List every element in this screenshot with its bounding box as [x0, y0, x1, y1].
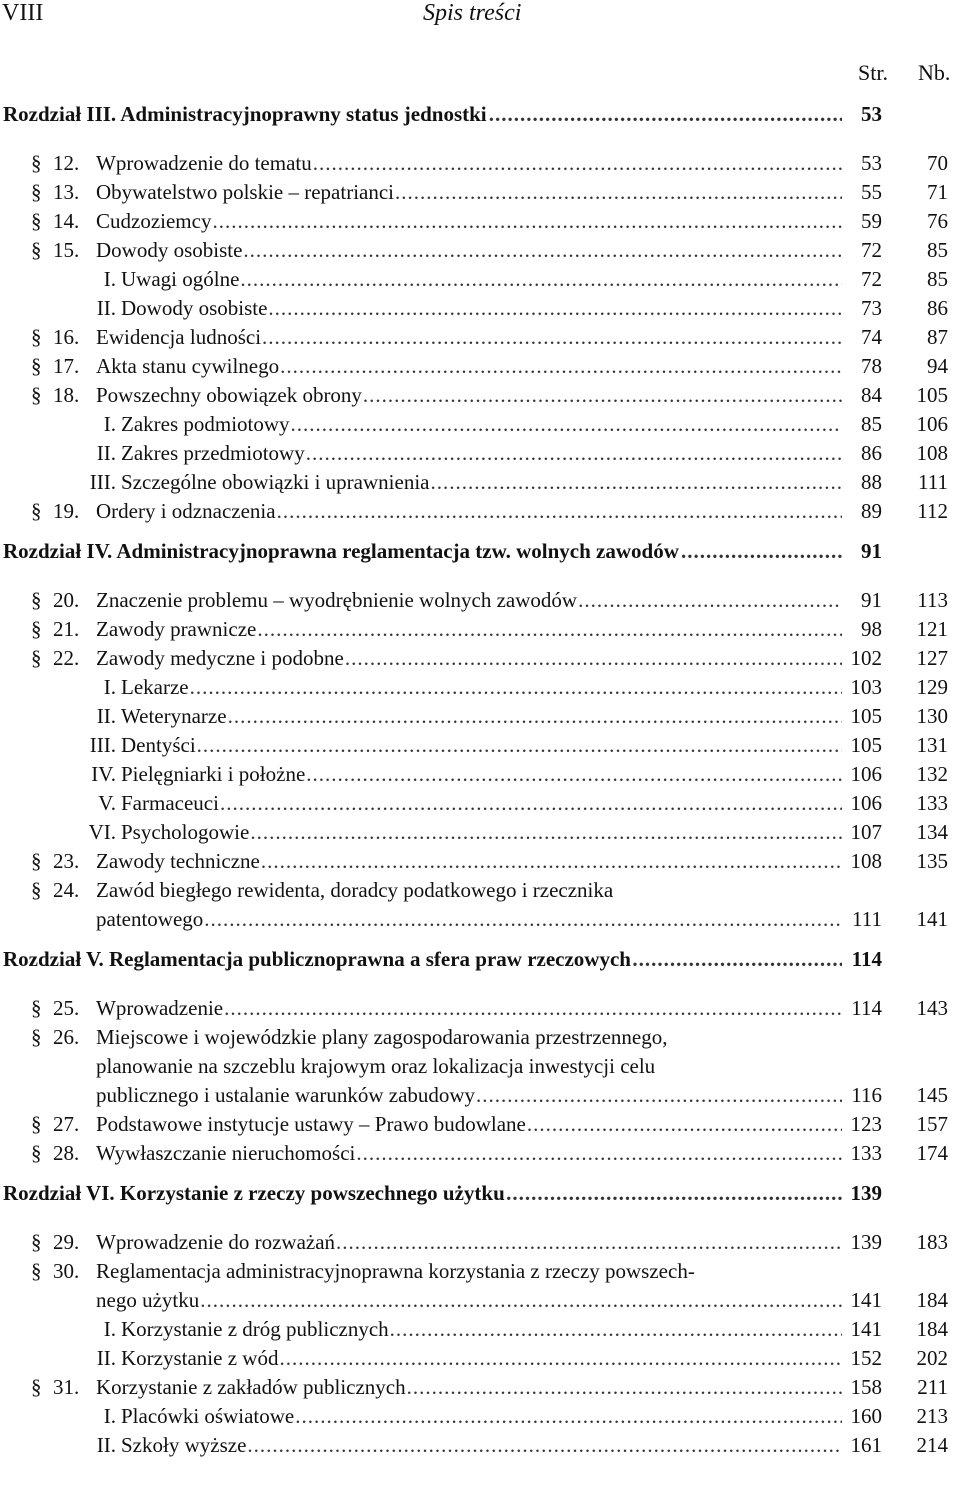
toc-entry [0, 439, 960, 468]
page-number-ref: 108 [850, 849, 882, 873]
dot-leader [262, 323, 842, 352]
entry-number: I. [103, 675, 116, 699]
entry-number: I. [103, 412, 116, 436]
margin-number-ref: 145 [916, 1083, 948, 1107]
page-number-ref: 89 [861, 499, 882, 523]
entry-title: Psychologowie [121, 820, 250, 844]
entry-number: III. [89, 733, 116, 757]
page-number-ref: 98 [861, 617, 882, 641]
section-symbol: § [31, 180, 42, 204]
page-number-ref: 53 [861, 151, 882, 175]
page-number-ref: 102 [850, 646, 882, 670]
page-number-ref: 73 [861, 296, 882, 320]
toc-entry [0, 702, 960, 731]
page-number-ref: 88 [861, 470, 882, 494]
dot-leader [204, 905, 842, 934]
margin-number-ref: 71 [927, 180, 948, 204]
page-number-ref: 158 [850, 1375, 882, 1399]
dot-leader [247, 1431, 842, 1460]
table-of-contents [0, 100, 960, 1460]
entry-title: publicznego i ustalanie warunków zabudowy [96, 1083, 476, 1107]
margin-number-ref: 141 [916, 907, 948, 931]
entry-title: Korzystanie z zakładów publicznych [96, 1375, 406, 1399]
entry-number: 25. [53, 996, 80, 1020]
page-number-ref: 161 [850, 1433, 882, 1457]
dot-leader [261, 847, 842, 876]
margin-number-ref: 94 [927, 354, 948, 378]
margin-number-ref: 87 [927, 325, 948, 349]
margin-number-ref: 113 [917, 588, 948, 612]
dot-leader [578, 586, 842, 615]
entry-title: Zawód biegłego rewidenta, doradcy podatkowego i rzecznika [96, 878, 614, 902]
entry-title: Akta stanu cywilnego [96, 354, 280, 378]
entry-number: II. [96, 1433, 116, 1457]
entry-title: Szczególne obowiązki i uprawnienia [121, 470, 430, 494]
margin-number-ref: 108 [916, 441, 948, 465]
entry-title: Zawody medyczne i podobne [96, 646, 344, 670]
toc-entry [0, 207, 960, 236]
margin-number-ref: 143 [916, 996, 948, 1020]
margin-number-ref: 183 [916, 1230, 948, 1254]
entry-title: Rozdział VI. Korzystanie z rzeczy powszechnego użytku [3, 1181, 505, 1205]
page-number-ref: 116 [851, 1083, 882, 1107]
page-number-ref: 139 [850, 1181, 882, 1205]
entry-number: 26. [53, 1025, 80, 1049]
toc-entry [0, 994, 960, 1023]
spacer [0, 934, 960, 945]
entry-title: Uwagi ogólne [121, 267, 240, 291]
entry-title: Rozdział III. Administracyjnoprawny status jednostki [3, 102, 487, 126]
dot-leader [220, 789, 842, 818]
toc-entry [0, 731, 960, 760]
toc-entry [0, 818, 960, 847]
entry-title: Weterynarze [121, 704, 227, 728]
page-number-ref: 105 [850, 704, 882, 728]
section-symbol: § [31, 1141, 42, 1165]
entry-title: Cudzoziemcy [96, 209, 212, 233]
page-number-ref: 53 [861, 102, 882, 126]
toc-entry [0, 1023, 960, 1052]
section-symbol: § [31, 1112, 42, 1136]
entry-title: Rozdział V. Reglamentacja publicznoprawna a sfera praw rzeczowych [3, 947, 631, 971]
page-number-ref: 91 [861, 539, 882, 563]
dot-leader [313, 149, 842, 178]
margin-number-ref: 214 [916, 1433, 948, 1457]
margin-number-ref: 111 [918, 470, 948, 494]
entry-number: II. [96, 1346, 116, 1370]
entry-title: planowanie na szczeblu krajowym oraz lokalizacja inwestycji celu [96, 1054, 656, 1078]
page-number-ref: 84 [861, 383, 882, 407]
toc-entry [0, 1257, 960, 1286]
dot-leader [476, 1081, 842, 1110]
entry-title: Korzystanie z dróg publicznych [121, 1317, 389, 1341]
margin-number-ref: 131 [916, 733, 948, 757]
page-number-ref: 72 [861, 238, 882, 262]
toc-entry [0, 149, 960, 178]
entry-number: VI. [88, 820, 116, 844]
margin-number-ref: 132 [916, 762, 948, 786]
section-symbol: § [31, 1230, 42, 1254]
toc-entry [0, 847, 960, 876]
toc-entry [0, 760, 960, 789]
toc-entry [0, 352, 960, 381]
toc-entry [0, 905, 960, 934]
page-number-ref: 55 [861, 180, 882, 204]
margin-number-ref: 127 [916, 646, 948, 670]
margin-number-ref: 135 [916, 849, 948, 873]
toc-entry [0, 537, 960, 575]
entry-title: Zakres przedmiotowy [121, 441, 305, 465]
entry-number: 15. [53, 238, 80, 262]
toc-entry [0, 381, 960, 410]
entry-title: Zawody prawnicze [96, 617, 257, 641]
entry-number: 31. [53, 1375, 80, 1399]
entry-title: Dentyści [121, 733, 196, 757]
page-number: VIII [2, 0, 44, 26]
page-number-ref: 78 [861, 354, 882, 378]
margin-number-ref: 85 [927, 267, 948, 291]
spacer [0, 983, 960, 994]
dot-leader [268, 294, 842, 323]
margin-number-ref: 121 [916, 617, 948, 641]
toc-entry [0, 497, 960, 526]
dot-leader [363, 381, 842, 410]
toc-entry [0, 294, 960, 323]
page-number-ref: 123 [850, 1112, 882, 1136]
page-number-ref: 114 [851, 996, 882, 1020]
toc-entry [0, 100, 960, 138]
margin-number-ref: 70 [927, 151, 948, 175]
entry-number: 24. [53, 878, 80, 902]
section-symbol: § [31, 1025, 42, 1049]
entry-title: Reglamentacja administracyjnoprawna korzystania z rzeczy powszech- [96, 1259, 695, 1283]
margin-number-ref: 211 [917, 1375, 948, 1399]
entry-title: nego użytku [96, 1288, 200, 1312]
spacer [0, 138, 960, 149]
page-number-ref: 111 [852, 907, 882, 931]
entry-number: V. [98, 791, 116, 815]
entry-number: 30. [53, 1259, 80, 1283]
entry-title: Podstawowe instytucje ustawy – Prawo budowlane [96, 1112, 526, 1136]
section-symbol: § [31, 1259, 42, 1283]
toc-entry [0, 1286, 960, 1315]
entry-title: Obywatelstwo polskie – repatrianci [96, 180, 394, 204]
toc-entry [0, 1402, 960, 1431]
toc-entry [0, 1110, 960, 1139]
entry-number: 12. [53, 151, 80, 175]
page-number-ref: 160 [850, 1404, 882, 1428]
entry-title: Szkoły wyższe [121, 1433, 247, 1457]
dot-leader [306, 760, 842, 789]
page-number-ref: 72 [861, 267, 882, 291]
margin-number-ref: 130 [916, 704, 948, 728]
margin-number-ref: 134 [916, 820, 948, 844]
toc-entry [0, 1315, 960, 1344]
entry-title: Powszechny obowiązek obrony [96, 383, 362, 407]
toc-entry [0, 1179, 960, 1217]
section-symbol: § [31, 1375, 42, 1399]
dot-leader [306, 439, 842, 468]
spacer [0, 1217, 960, 1228]
entry-title: Pielęgniarki i położne [121, 762, 306, 786]
margin-number-ref: 106 [916, 412, 948, 436]
entry-number: 14. [53, 209, 80, 233]
margin-number-ref: 174 [916, 1141, 948, 1165]
entry-number: 18. [53, 383, 80, 407]
entry-title: Rozdział IV. Administracyjnoprawna reglamentacja tzw. wolnych zawodów [3, 539, 679, 563]
margin-number-ref: 133 [916, 791, 948, 815]
margin-number-ref: 85 [927, 238, 948, 262]
section-symbol: § [31, 878, 42, 902]
dot-leader [632, 945, 842, 974]
page-number-ref: 107 [850, 820, 882, 844]
page-title: Spis treści [423, 0, 522, 26]
spacer [0, 1168, 960, 1179]
entry-number: II. [96, 704, 116, 728]
dot-leader [430, 468, 842, 497]
entry-number: 29. [53, 1230, 80, 1254]
section-symbol: § [31, 209, 42, 233]
page-number-ref: 91 [861, 588, 882, 612]
dot-leader [243, 236, 842, 265]
entry-number: III. [89, 470, 116, 494]
dot-leader [356, 1139, 842, 1168]
page-number-ref: 152 [850, 1346, 882, 1370]
page-number-ref: 59 [861, 209, 882, 233]
dot-leader [336, 1228, 842, 1257]
section-symbol: § [31, 499, 42, 523]
dot-leader [407, 1373, 842, 1402]
entry-title: Ordery i odznaczenia [96, 499, 276, 523]
toc-entry [0, 1344, 960, 1373]
spacer [0, 526, 960, 537]
dot-leader [390, 1315, 842, 1344]
toc-entry [0, 615, 960, 644]
section-symbol: § [31, 325, 42, 349]
toc-entry [0, 1052, 960, 1081]
entry-number: 22. [53, 646, 80, 670]
page-number-ref: 86 [861, 441, 882, 465]
toc-entry [0, 1228, 960, 1257]
toc-entry [0, 644, 960, 673]
entry-title: Lekarze [121, 675, 189, 699]
margin-number-ref: 112 [917, 499, 948, 523]
entry-number: I. [103, 1317, 116, 1341]
page-number-ref: 133 [850, 1141, 882, 1165]
toc-entry [0, 673, 960, 702]
dot-leader [345, 644, 842, 673]
margin-number-ref: 86 [927, 296, 948, 320]
entry-number: 19. [53, 499, 80, 523]
entry-number: II. [96, 441, 116, 465]
margin-number-ref: 184 [916, 1317, 948, 1341]
toc-entry [0, 1431, 960, 1460]
margin-number-ref: 76 [927, 209, 948, 233]
entry-number: 28. [53, 1141, 80, 1165]
entry-title: Korzystanie z wód [121, 1346, 279, 1370]
dot-leader [681, 537, 842, 566]
dot-leader [190, 673, 842, 702]
section-symbol: § [31, 849, 42, 873]
margin-number-ref: 129 [916, 675, 948, 699]
entry-number: 23. [53, 849, 80, 873]
page-number-ref: 74 [861, 325, 882, 349]
margin-number-ref: 157 [916, 1112, 948, 1136]
dot-leader [224, 994, 842, 1023]
margin-number-ref: 105 [916, 383, 948, 407]
margin-number-ref: 184 [916, 1288, 948, 1312]
entry-title: patentowego [96, 907, 204, 931]
toc-entry [0, 178, 960, 207]
dot-leader [527, 1110, 842, 1139]
dot-leader [250, 818, 842, 847]
entry-title: Miejscowe i wojewódzkie plany zagospodarowania przestrzennego, [96, 1025, 668, 1049]
toc-entry [0, 265, 960, 294]
page-number-ref: 106 [850, 791, 882, 815]
toc-entry [0, 323, 960, 352]
entry-number: 27. [53, 1112, 80, 1136]
page-number-ref: 85 [861, 412, 882, 436]
entry-title: Wywłaszczanie nieruchomości [96, 1141, 356, 1165]
page-number-ref: 105 [850, 733, 882, 757]
spacer [0, 575, 960, 586]
dot-leader [257, 615, 842, 644]
section-symbol: § [31, 354, 42, 378]
dot-leader [197, 731, 842, 760]
dot-leader [228, 702, 842, 731]
section-symbol: § [31, 588, 42, 612]
dot-leader [240, 265, 842, 294]
section-symbol: § [31, 646, 42, 670]
entry-title: Zakres podmiotowy [121, 412, 290, 436]
section-symbol: § [31, 383, 42, 407]
margin-number-ref: 213 [916, 1404, 948, 1428]
page-number-ref: 103 [850, 675, 882, 699]
page-number-ref: 139 [850, 1230, 882, 1254]
entry-number: 13. [53, 180, 80, 204]
dot-leader [280, 352, 842, 381]
entry-title: Zawody techniczne [96, 849, 260, 873]
dot-leader [295, 1402, 842, 1431]
dot-leader [506, 1179, 842, 1208]
dot-leader [212, 207, 842, 236]
entry-number: 20. [53, 588, 80, 612]
column-header-nb: Nb. [918, 60, 951, 85]
section-symbol: § [31, 238, 42, 262]
entry-title: Znaczenie problemu – wyodrębnienie wolnych zawodów [96, 588, 578, 612]
toc-entry [0, 1139, 960, 1168]
dot-leader [395, 178, 842, 207]
entry-number: II. [96, 296, 116, 320]
entry-number: 21. [53, 617, 80, 641]
page-number-ref: 141 [850, 1288, 882, 1312]
toc-entry [0, 1373, 960, 1402]
entry-title: Wprowadzenie do tematu [96, 151, 312, 175]
section-symbol: § [31, 617, 42, 641]
entry-title: Wprowadzenie do rozważań [96, 1230, 336, 1254]
toc-entry [0, 468, 960, 497]
dot-leader [279, 1344, 842, 1373]
entry-title: Ewidencja ludności [96, 325, 262, 349]
entry-title: Farmaceuci [121, 791, 219, 815]
toc-entry [0, 586, 960, 615]
toc-entry [0, 1081, 960, 1110]
page-number-ref: 141 [850, 1317, 882, 1341]
entry-number: IV. [91, 762, 116, 786]
entry-number: 16. [53, 325, 80, 349]
dot-leader [291, 410, 842, 439]
entry-number: I. [103, 267, 116, 291]
dot-leader [200, 1286, 842, 1315]
entry-number: 17. [53, 354, 80, 378]
toc-entry [0, 876, 960, 905]
column-header-str: Str. [858, 60, 888, 85]
margin-number-ref: 202 [916, 1346, 948, 1370]
entry-title: Wprowadzenie [96, 996, 224, 1020]
entry-title: Placówki oświatowe [121, 1404, 295, 1428]
dot-leader [489, 100, 842, 129]
entry-title: Dowody osobiste [96, 238, 243, 262]
entry-title: Dowody osobiste [121, 296, 268, 320]
page-number-ref: 114 [851, 947, 882, 971]
toc-entry [0, 945, 960, 983]
toc-entry [0, 410, 960, 439]
toc-entry [0, 789, 960, 818]
page-number-ref: 106 [850, 762, 882, 786]
section-symbol: § [31, 996, 42, 1020]
entry-number: I. [103, 1404, 116, 1428]
dot-leader [277, 497, 842, 526]
toc-entry [0, 236, 960, 265]
section-symbol: § [31, 151, 42, 175]
